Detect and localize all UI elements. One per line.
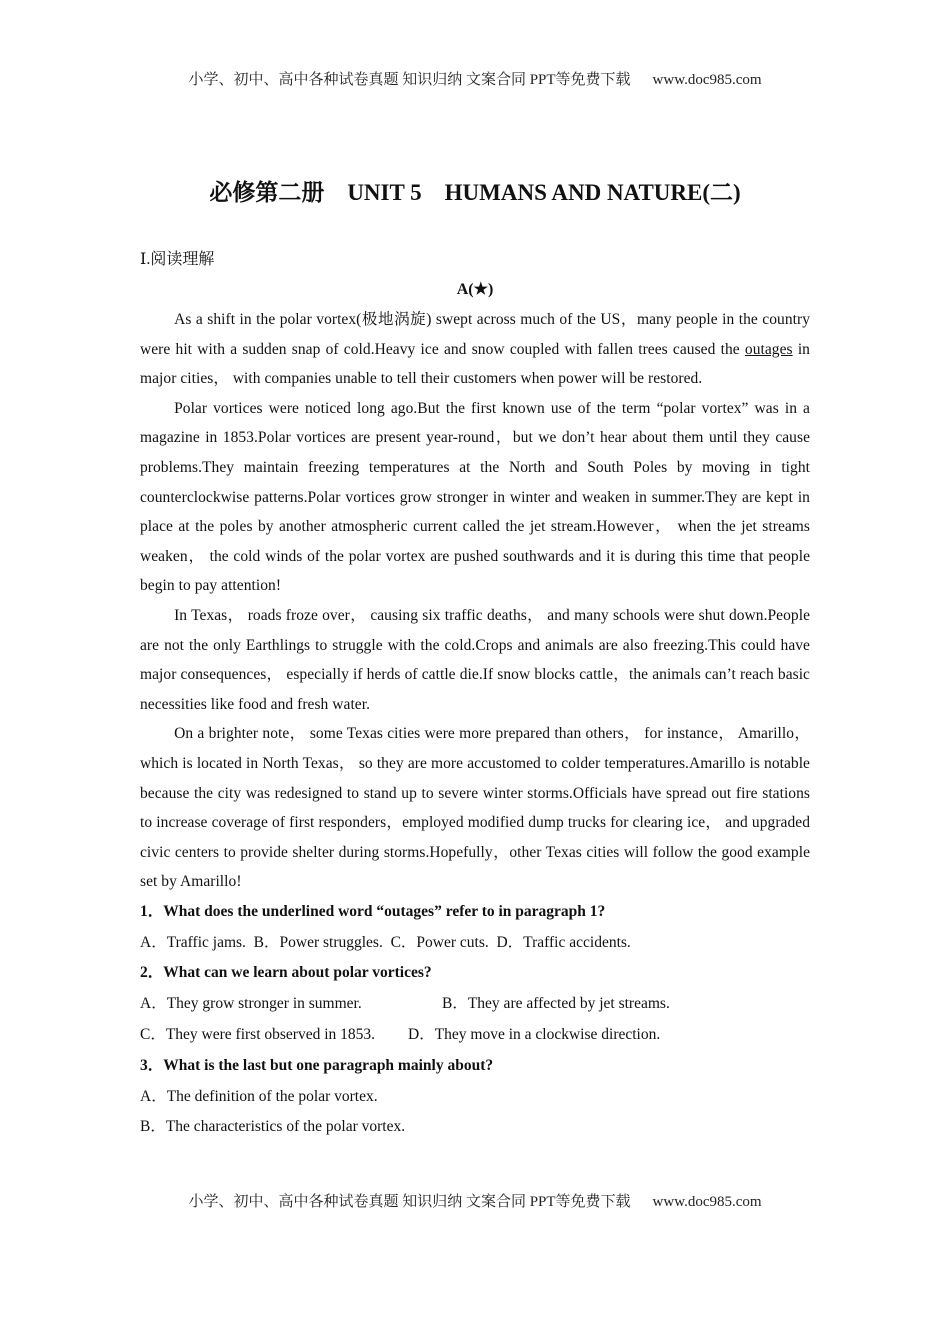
- question-2-option-a: A．They grow stronger in summer.: [140, 995, 362, 1013]
- footer-text: 小学、初中、高中各种试卷真题 知识归纳 文案合同 PPT等免费下载: [188, 1194, 631, 1210]
- page-footer: [140, 1190, 810, 1211]
- paragraph-2: Polar vortices were noticed long ago.But the first known use of the term “polar vortex” was in a magazine in 1853.Polar vortices are present year-round，but we don’t hear about them until they cause problems.They maintain freezing temperatures at the North and South Poles by moving in tight counterclockwise patterns.Polar vortices grow stronger in winter and weaken in summer.They are kept in place at the poles by another atmospheric current called the jet stream.However， when the jet streams weaken， the cold winds of the polar vortex are pushed southwards and it is during this time that people begin to pay attention!: [140, 399, 810, 595]
- paragraph-4: On a brighter note， some Texas cities were more prepared than others， for instance， Amarillo， which is located in North Texas， so they are more accustomed to colder temperatures.Amarillo is notable because the city was redesigned to stand up to severe winter storms.Officials have spread out fire stations to increase coverage of first responders，employed modified dump trucks for clearing ice， and upgraded civic centers to provide shelter during storms.Hopefully，other Texas cities will follow the good example set by Amarillo!: [140, 725, 810, 891]
- underlined-word: outages: [744, 340, 793, 358]
- header-site-link[interactable]: www.doc985.com: [652, 72, 762, 88]
- question-2-option-c: C．They were first observed in 1853.: [140, 1026, 376, 1044]
- header-text: 小学、初中、高中各种试卷真题 知识归纳 文案合同 PPT等免费下载: [188, 72, 631, 88]
- question-2-stem: 2．What can we learn about polar vortices?: [140, 964, 432, 982]
- question-3-option-b: B．The characteristics of the polar vortex.: [140, 1118, 406, 1136]
- footer-site-link[interactable]: www.doc985.com: [652, 1194, 762, 1210]
- question-2-option-b: B．They are affected by jet streams.: [442, 995, 670, 1013]
- page-header: [140, 68, 810, 89]
- document-content: [140, 245, 810, 1143]
- question-2-options-row-2: [140, 1020, 810, 1051]
- question-3-option-a: A．The definition of the polar vortex.: [140, 1087, 378, 1105]
- question-1-stem: 1．What does the underlined word “outages” refer to in paragraph 1?: [140, 902, 606, 920]
- paragraph-1-end: in major cities， with companies unable to tell their customers when power will be restored.: [140, 340, 810, 388]
- question-3-stem: 3．What is the last but one paragraph mainly about?: [140, 1056, 494, 1074]
- paragraph-3: In Texas， roads froze over， causing six traffic deaths， and many schools were shut down.People are not the only Earthlings to struggle with the cold.Crops and animals are also freezing.This could have major consequences， especially if herds of cattle die.If snow blocks cattle，the animals can’t reach basic necessities like food and fresh water.: [140, 606, 810, 713]
- section-heading: Ⅰ.阅读理解: [140, 251, 215, 268]
- document-title: 必修第二册 UNIT 5 HUMANS AND NATURE(二): [209, 180, 741, 205]
- paragraph-1-start: As a shift in the polar vortex(极地涡旋) swept across much of the US，many people in the country were hit with a sudden snap of cold.Heavy ice and snow coupled with fallen trees caused the: [140, 311, 810, 358]
- passage-label: A(★): [456, 281, 494, 298]
- question-1-options: A．Traffic jams. B．Power struggles. C．Power cuts. D．Traffic accidents.: [140, 933, 631, 951]
- paragraph-1: [140, 305, 810, 394]
- question-2-option-d: D．They move in a clockwise direction.: [408, 1026, 661, 1044]
- question-2-options-row-1: [140, 989, 810, 1020]
